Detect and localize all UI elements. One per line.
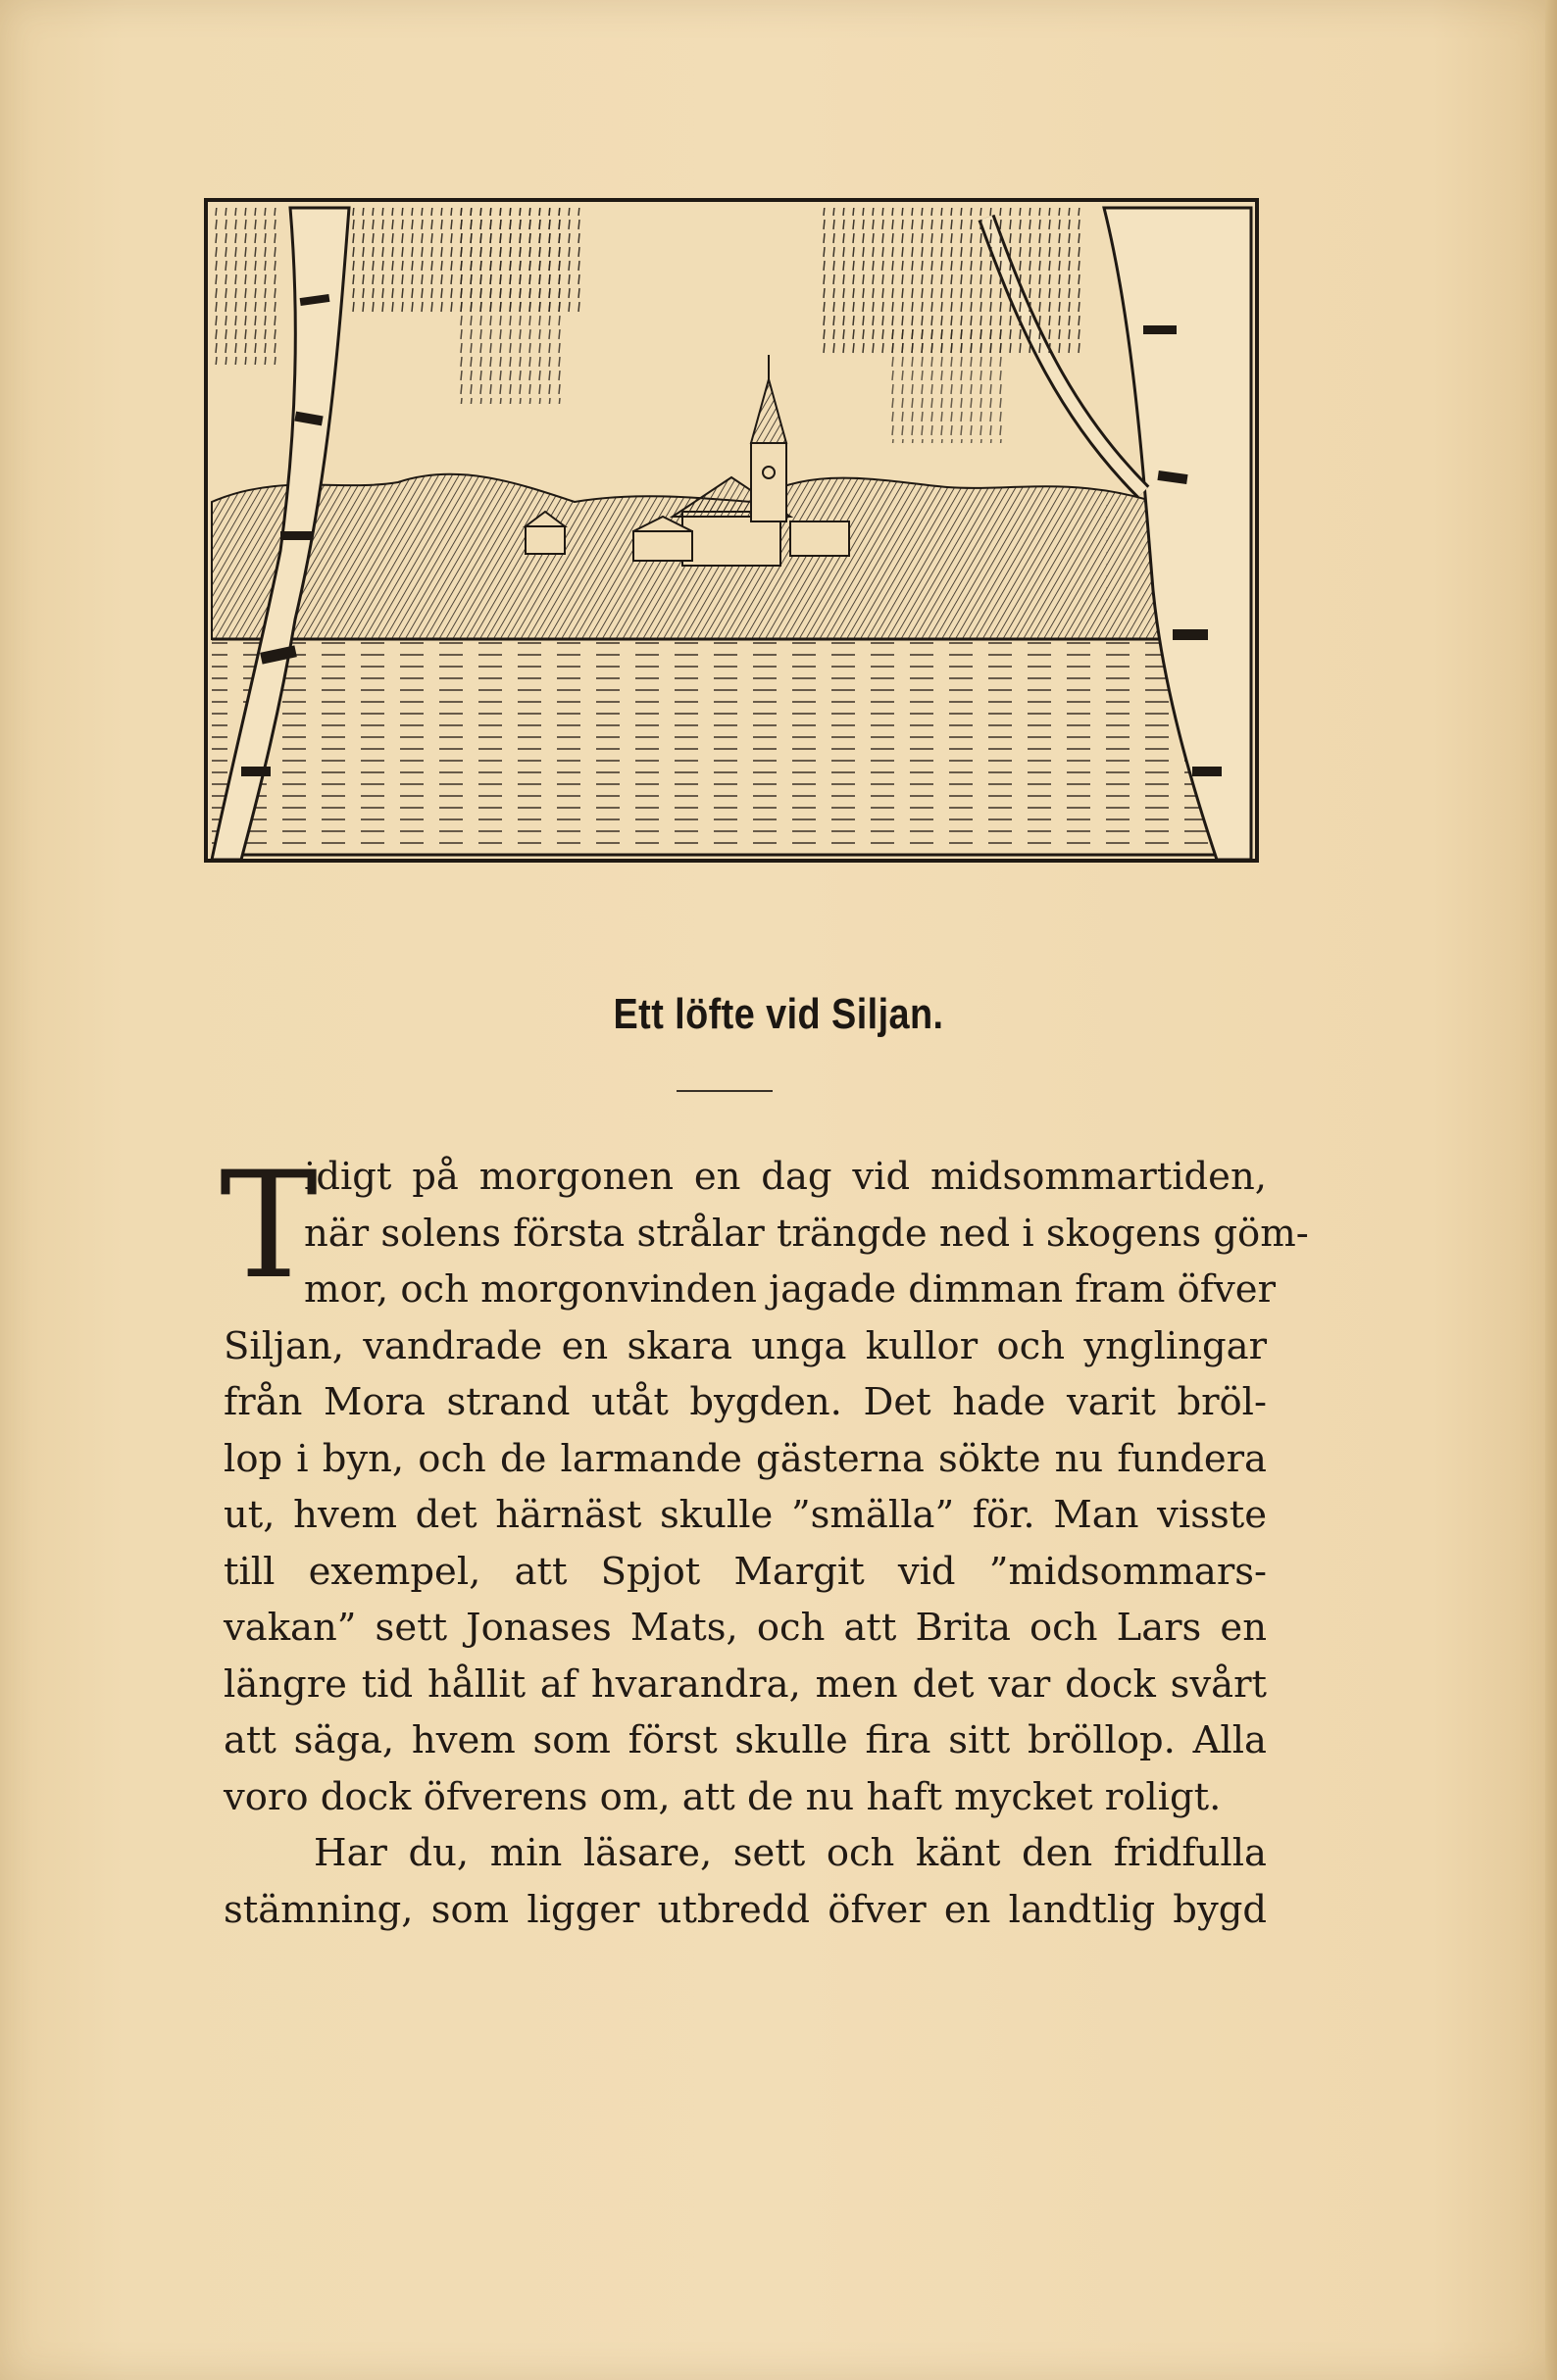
text-line: mor, och morgonvinden jagade dimman fram öfver — [304, 1267, 1276, 1312]
lake-church-illustration — [202, 178, 1261, 865]
text-line: längre tid hållit af hvarandra, men det var dock svårt — [224, 1661, 1267, 1707]
body-text — [220, 1141, 1309, 1938]
drop-cap: T — [220, 1141, 319, 1312]
text-line: att säga, hvem som först skulle fira sitt bröllop. Alla — [224, 1718, 1267, 1762]
chapter-title: Ett löfte vid Siljan. — [613, 990, 944, 1038]
title-divider — [677, 1090, 773, 1092]
text-line: vakan” sett Jonases Mats, och att Brita och Lars en — [224, 1606, 1267, 1650]
text-line: från Mora strand utåt bygden. Det hade varit bröl- — [224, 1380, 1267, 1424]
text-line: idigt på morgonen en dag vid midsommartiden, — [304, 1155, 1267, 1199]
lake-church-birch-engraving-icon — [202, 178, 1261, 865]
text-line: till exempel, att Spjot Margit vid ”midsommars- — [224, 1549, 1267, 1594]
text-line: lop i byn, och de larmande gästerna sökte nu fundera — [224, 1436, 1267, 1481]
text-line: voro dock öfverens om, att de nu haft mycket roligt. — [224, 1774, 1222, 1819]
text-line: Siljan, vandrade en skara unga kullor och ynglingar — [224, 1323, 1267, 1368]
page-edge — [1545, 0, 1557, 2380]
text-line: stämning, som ligger utbredd öfver en landtlig bygd — [224, 1887, 1267, 1932]
text-line: när solens första strålar trängde ned i skogens göm- — [304, 1211, 1309, 1256]
text-line: ut, hvem det härnäst skulle ”smälla” för. Man visste — [224, 1493, 1267, 1537]
text-line: Har du, min läsare, sett och känt den fridfulla — [314, 1831, 1267, 1875]
